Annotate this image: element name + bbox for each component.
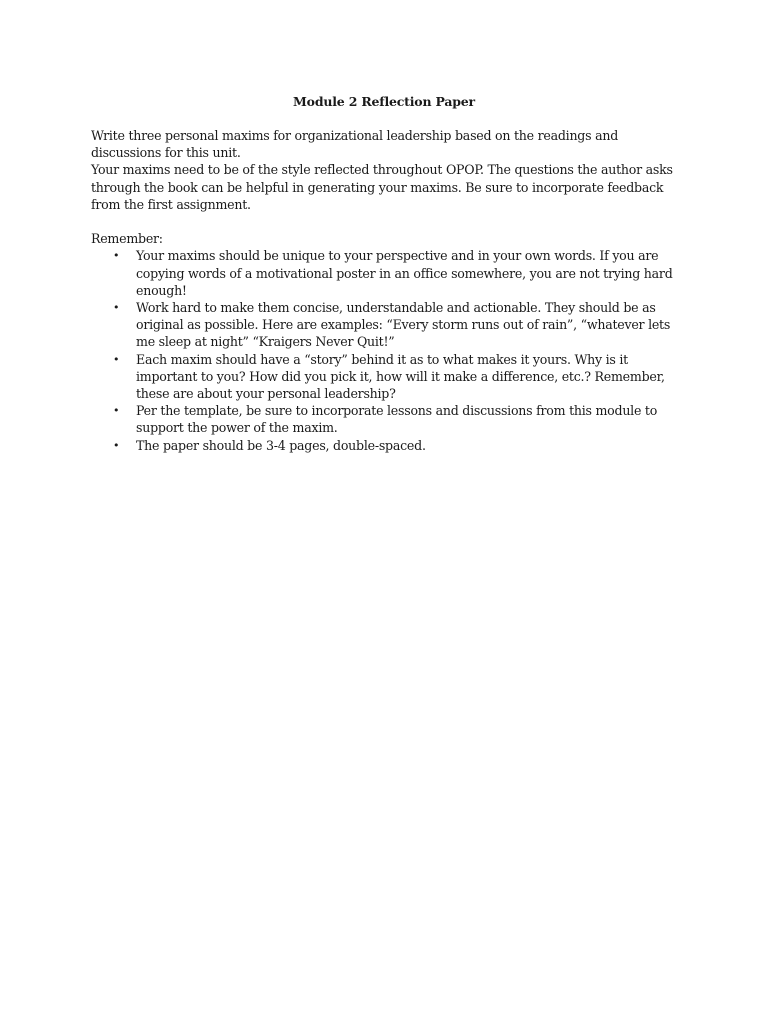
document-body bbox=[91, 127, 691, 454]
bullet-icon: • bbox=[113, 249, 120, 263]
list-item bbox=[91, 402, 681, 436]
bullet-icon: • bbox=[113, 438, 120, 452]
list-item-text: Each maxim should have a “story” behind it as to what makes it yours. Why is it important to you? How did you pick it, how will it make a difference, etc.? Remember, these are about your personal leadership? bbox=[136, 351, 665, 402]
bullet-icon: • bbox=[113, 404, 120, 418]
list-item-text: Your maxims should be unique to your perspective and in your own words. If you are copying words of a motivational poster in an office somewhere, you are not trying hard enough! bbox=[136, 248, 673, 298]
list-item bbox=[91, 247, 681, 299]
list-item-text: Work hard to make them concise, understandable and actionable. They should be as original as possible. Here are examples: “Every storm runs out of rain”, “whatever lets me sleep at night” “Kraigers Never Quit!” bbox=[136, 300, 671, 350]
blank-line bbox=[91, 213, 691, 230]
list-item-text: The paper should be 3-4 pages, double-spaced. bbox=[136, 437, 426, 453]
bullet-icon: • bbox=[113, 301, 120, 315]
intro-paragraph-1: Write three personal maxims for organizational leadership based on the readings and discussions for this unit. bbox=[91, 128, 619, 161]
requirements-list bbox=[91, 247, 691, 453]
list-item bbox=[91, 351, 681, 403]
list-item bbox=[91, 437, 681, 454]
document-title: Module 2 Reflection Paper bbox=[293, 94, 475, 109]
list-item bbox=[91, 299, 681, 351]
bullet-icon: • bbox=[113, 352, 120, 366]
intro-paragraph-2: Your maxims need to be of the style reflected throughout OPOP. The questions the author asks through the book can be helpful in generating your maxims. Be sure to incorporate feedback from the first assignment. bbox=[91, 162, 673, 212]
remember-label: Remember: bbox=[91, 231, 163, 247]
list-item-text: Per the template, be sure to incorporate lessons and discussions from this module to support the power of the maxim. bbox=[136, 403, 658, 436]
